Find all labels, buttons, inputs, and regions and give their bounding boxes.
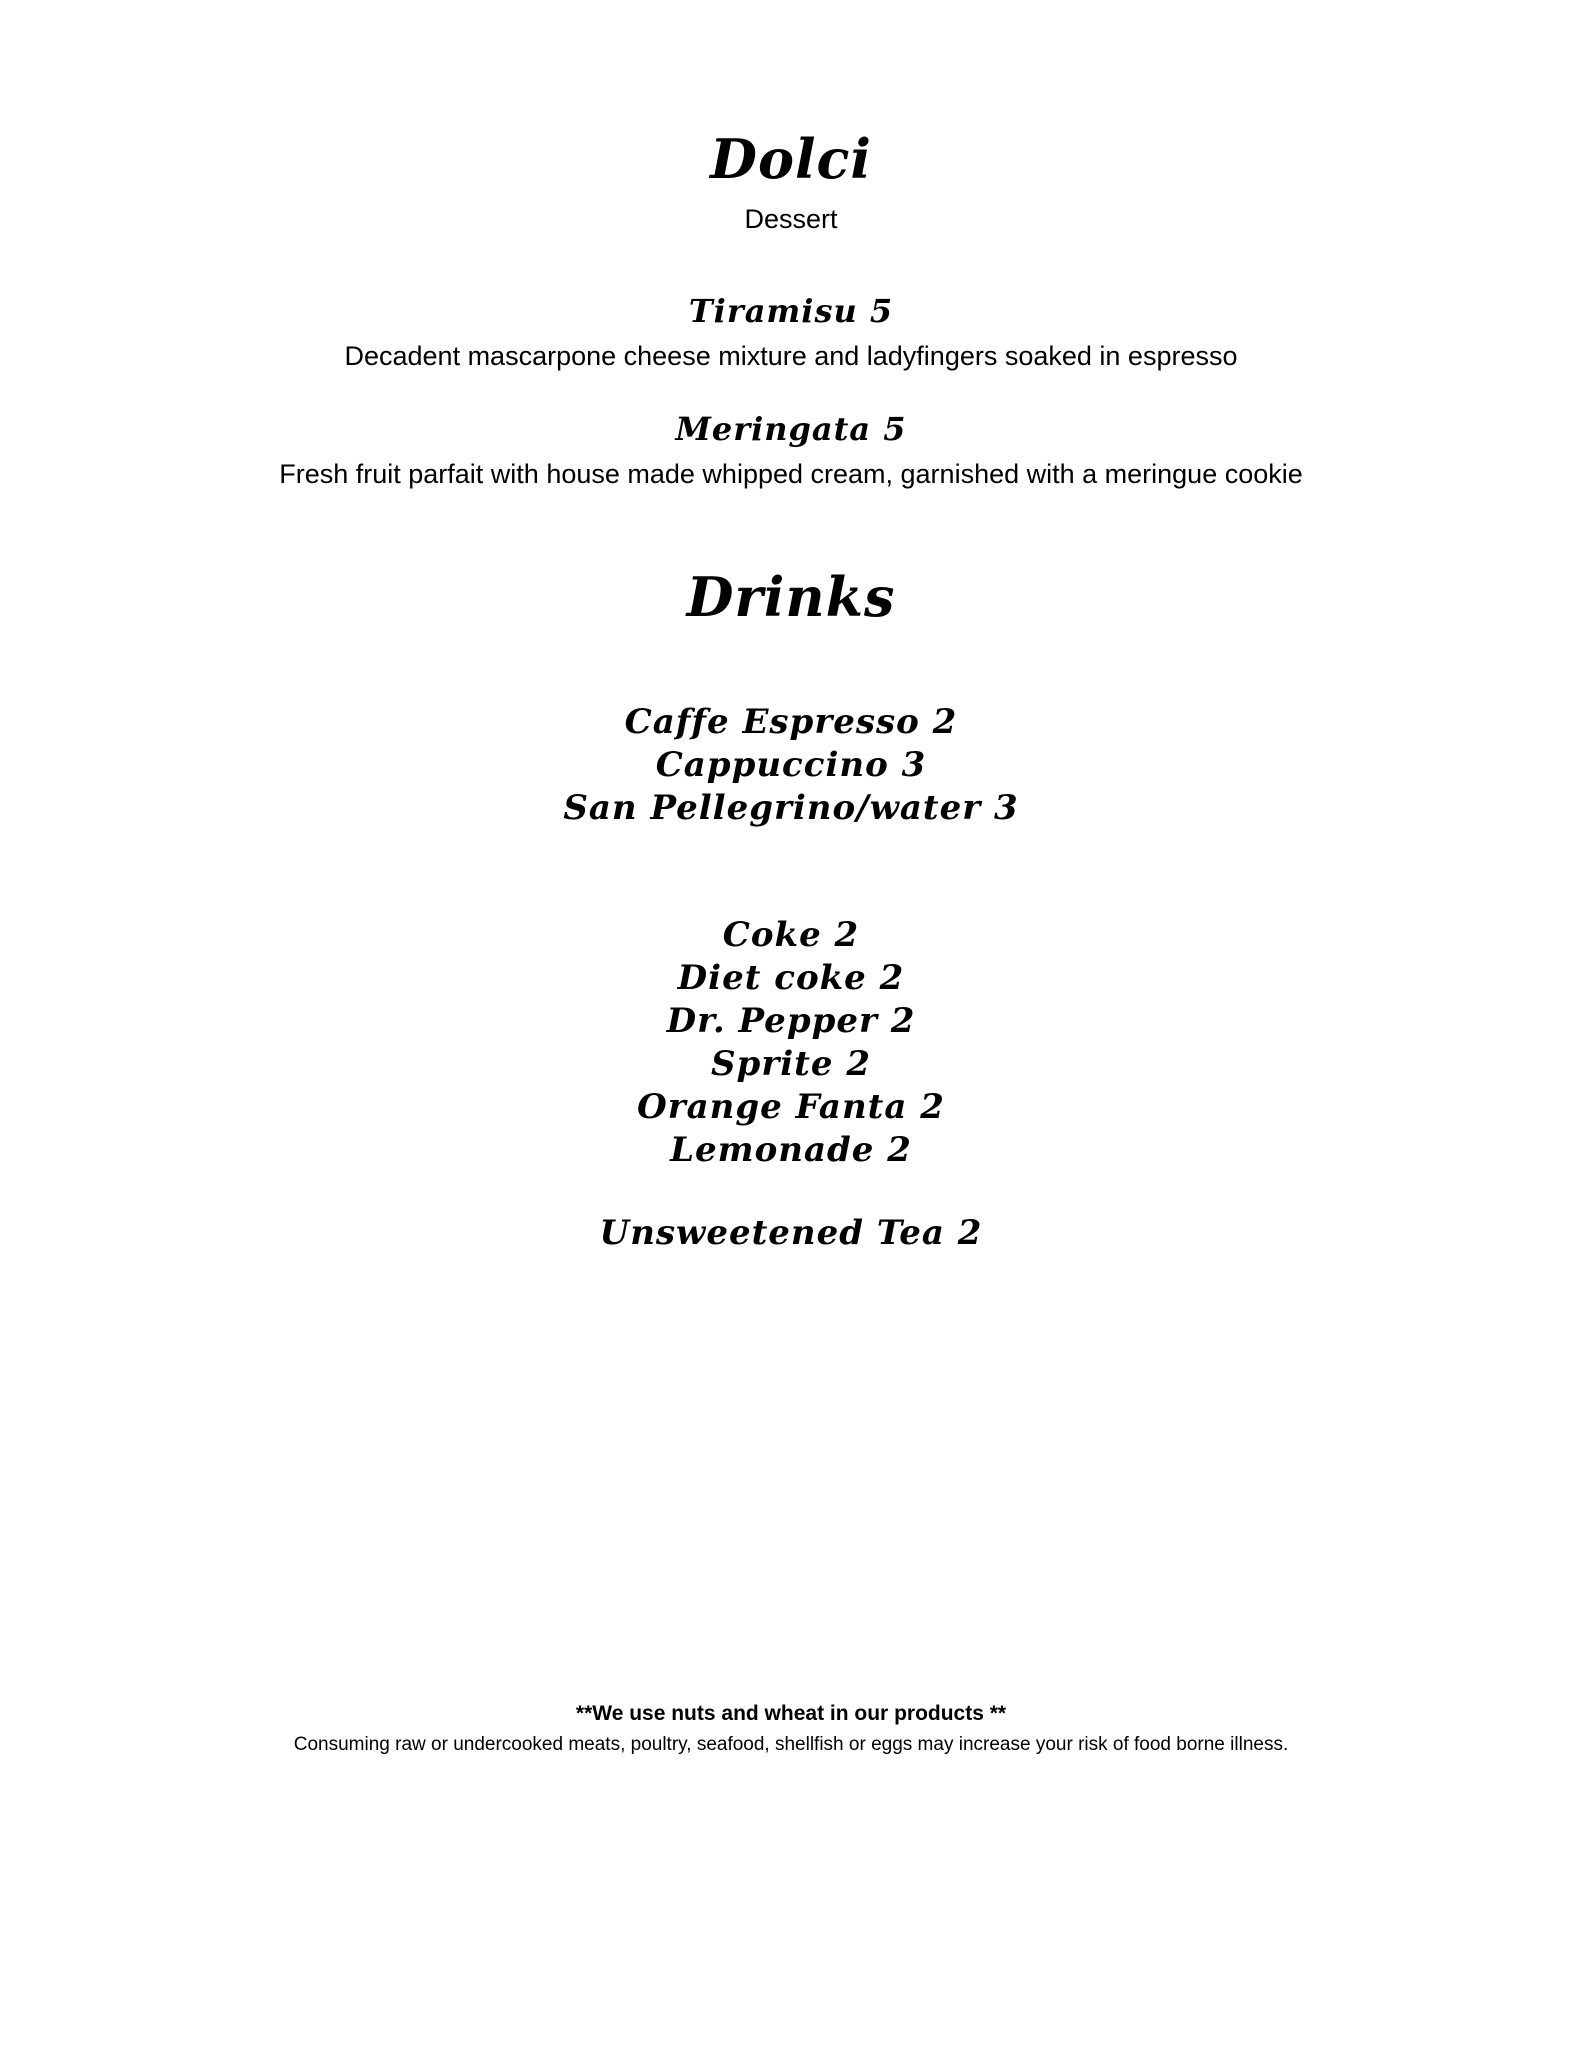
soda-drinks-list: [0, 914, 1582, 1172]
allergen-note: **We use nuts and wheat in our products **: [575, 1702, 1007, 1725]
drinks-heading: Drinks: [686, 565, 896, 629]
dessert-item-name: Meringata 5: [675, 410, 907, 448]
dolci-subtitle: Dessert: [744, 204, 838, 234]
dessert-item-description: Fresh fruit parfait with house made whipped cream, garnished with a meringue cookie: [279, 459, 1303, 489]
drink-item: Cappuccino 3: [655, 745, 927, 785]
drink-item: Orange Fanta 2: [637, 1087, 945, 1127]
food-safety-advisory: Consuming raw or undercooked meats, poultry, seafood, shellfish or eggs may increase your risk of food borne illness.: [293, 1734, 1289, 1755]
drink-item: Sprite 2: [711, 1044, 871, 1084]
dolci-heading: Dolci: [710, 127, 872, 191]
tea-drinks-list: [0, 1212, 1582, 1255]
dessert-item-name: Tiramisu 5: [688, 292, 894, 330]
dessert-item-description: Decadent mascarpone cheese mixture and ladyfingers soaked in espresso: [344, 341, 1238, 371]
drink-item: Caffe Espresso 2: [624, 702, 958, 742]
drink-item: Dr. Pepper 2: [666, 1001, 916, 1041]
drink-item: Coke 2: [722, 915, 860, 955]
drink-item: San Pellegrino/water 3: [563, 788, 1019, 828]
drink-item: Diet coke 2: [677, 958, 905, 998]
coffee-drinks-list: [0, 701, 1582, 830]
drink-item: Lemonade 2: [670, 1130, 912, 1170]
drink-item: Unsweetened Tea 2: [599, 1213, 983, 1253]
